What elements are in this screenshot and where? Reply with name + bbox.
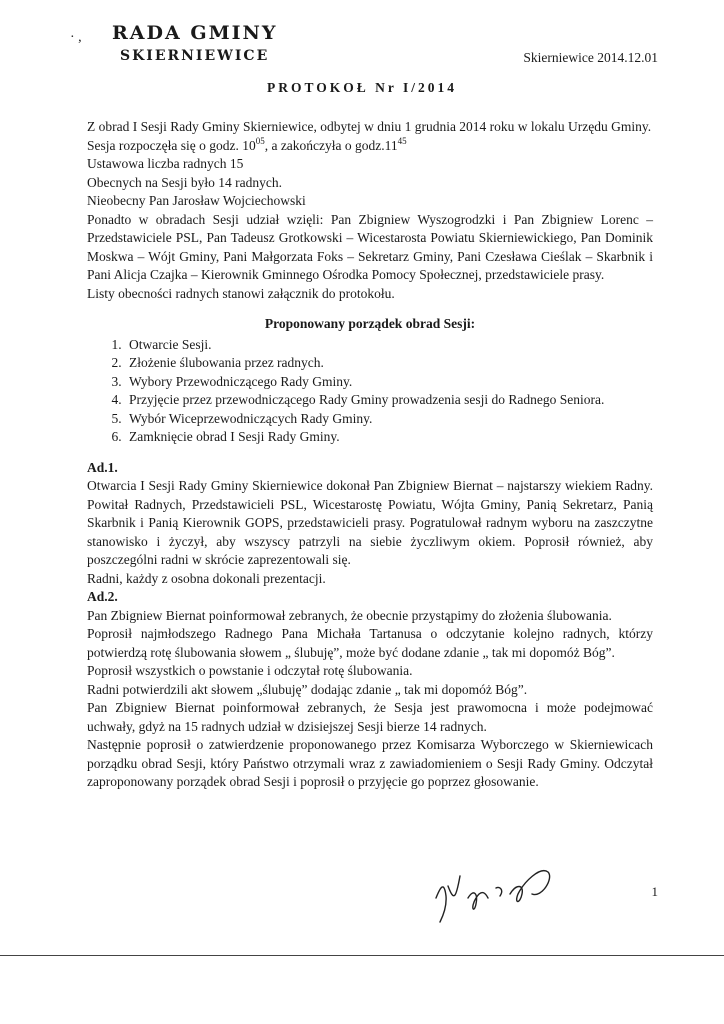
absent-member: Nieobecny Pan Jarosław Wojciechowski (87, 193, 306, 208)
ad2-heading: Ad.2. (87, 589, 118, 604)
present-count: Obecnych na Sesji było 14 radnych. (87, 174, 282, 190)
ad2-paragraph: Poprosił najmłodszego Radnego Pana Michała Tartanusa o odczytanie kolejno radnych, którzy potwierdzą rotę ślubowania słowem „ ślubuję”, może być dodane zdanie „ tak mi dopomóż Bóg”. (87, 626, 653, 660)
agenda-item: 3. Wybory Przewodniczącego Rady Gminy. (125, 373, 653, 392)
agenda-item: 2. Złożenie ślubowania przez radnych. (125, 354, 653, 373)
start-time-text: Sesja rozpoczęła się o godz. 10 (87, 137, 256, 153)
document-title: PROTOKOŁ Nr I/2014 (266, 80, 457, 95)
agenda-item: 1. Otwarcie Sesji. (125, 336, 653, 355)
ad2-paragraph: Następnie poprosił o zatwierdzenie proponowanego przez Komisarza Wyborczego w Skierniewicach porządku obrad Sesji, który Państwo otrzymali wraz z zawiadomieniem o Sesji Rady Gminy. Odczytał zaproponowany porządek obrad Sesji i poprosił o przyjęcie go poprzez głosowanie. (87, 737, 653, 789)
end-time-minutes: 45 (397, 135, 407, 146)
start-time-minutes: 05 (255, 135, 265, 146)
ad1-presentation: Radni, każdy z osobna dokonali prezentacji. (87, 570, 326, 586)
ad2-paragraph: Radni potwierdzili akt słowem „ślubuję” dodając zdanie „ tak mi dopomóż Bóg”. (87, 681, 528, 697)
ad2-paragraph: Pan Zbigniew Biernat poinformował zebranych, że obecnie przystąpimy do złożenia ślubowania. (87, 607, 612, 623)
agenda-heading: Proponowany porządek obrad Sesji: (264, 316, 476, 331)
page-number: 1 (651, 884, 658, 899)
agenda-item: 6. Zamknięcie obrad I Sesji Rady Gminy. (125, 428, 653, 447)
agenda-item: 5. Wybór Wiceprzewodniczących Rady Gminy. (125, 410, 653, 429)
guests-paragraph: Ponadto w obradach Sesji udział wzięli: Pan Zbigniew Wyszogrodzki i Pan Zbigniew Lorenc – Przedstawiciele PSL, Pan Tadeusz Grotkowski – Wicestarosta Powiatu Skierniewickiego, Pan Dominik Moskwa – Wójt Gminy, Pani Małgorzata Foks – Sekretarz Gminy, Pani Czesława Cieślak – Skarbnik i Pani Alicja Czajka – Kierownik Gminnego Ośrodka Pomocy Społecznej, przedstawiciele prasy. (87, 211, 653, 282)
pen-mark: · , (70, 30, 82, 45)
stamp-line-2: SKIERNIEWICE (120, 48, 270, 64)
ad1-heading: Ad.1. (87, 459, 118, 475)
signature-scribble (430, 858, 580, 928)
agenda-list (87, 336, 653, 447)
document-body (87, 118, 653, 792)
statutory-count: Ustawowa liczba radnych 15 (87, 156, 244, 171)
ad1-paragraph: Otwarcia I Sesji Rady Gminy Skierniewice dokonał Pan Zbigniew Biernat – najstarszy wiekiem Radny. Powitał Radnych, Przedstawicieli PSL, Wicestarostę Powiatu, Wójta Gminy, Panią Sekretarz, Panią Skarbnik i Panią Kierownik GOPS, przedstawicieli prasy. Pogratulował radnym wyboru na zaszczytne stanowisko i życzył, aby wszyscy patrzyli na siebie życzliwym okiem. Poprosił również, aby poszczególni radni w skrócie zaprezentowali się. (87, 478, 653, 567)
stamp-line-1: RADA GMINY (112, 22, 278, 44)
scan-edge-line (0, 955, 724, 956)
end-time-text: , a zakończyła o godz.11 (264, 137, 398, 153)
agenda-item: 4. Przyjęcie przez przewodniczącego Rady Gminy prowadzenia sesji do Radnego Seniora. (125, 391, 653, 410)
session-times (87, 137, 653, 156)
ad2-paragraph: Poprosił wszystkich o powstanie i odczytał rotę ślubowania. (87, 663, 413, 678)
attendance-note: Listy obecności radnych stanowi załącznik do protokołu. (87, 285, 395, 301)
ad2-paragraph: Pan Zbigniew Biernat poinformował zebranych, że Sesja jest prawomocna i może podejmować uchwały, gdyż na 15 radnych udział w dzisiejszej Sesji bierze 14 radnych. (87, 700, 653, 734)
council-stamp (112, 22, 277, 64)
intro-line: Z obrad I Sesji Rady Gminy Skierniewice, odbytej w dniu 1 grudnia 2014 roku w lokalu Urzędu Gminy. (87, 119, 652, 134)
place-date: Skierniewice 2014.12.01 (523, 50, 658, 65)
